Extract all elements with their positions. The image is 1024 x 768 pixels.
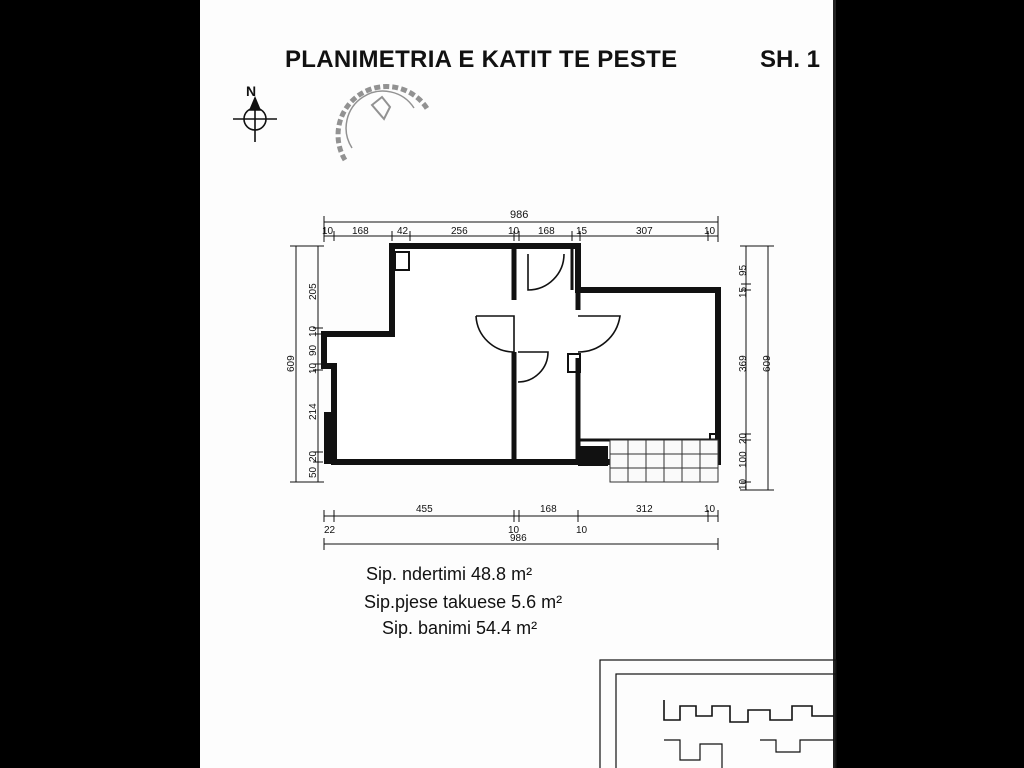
right-segment-label: 10 xyxy=(738,478,749,490)
top-segment-label: 10 xyxy=(322,226,334,237)
bottom-segment-label: 10 xyxy=(508,525,520,536)
column-block-right xyxy=(578,446,608,466)
right-segment-label: 20 xyxy=(738,432,749,444)
page-title: PLANIMETRIA E KATIT TE PESTE xyxy=(285,46,678,73)
bottom-segment-label: 455 xyxy=(416,504,433,515)
right-segment-label: 15 xyxy=(738,286,749,298)
bottom-segment-label: 10 xyxy=(576,525,588,536)
left-segment-label: 214 xyxy=(308,403,319,420)
site-plan-inset xyxy=(600,660,836,768)
sheet-number: SH. 1 xyxy=(760,46,821,73)
right-segment-labels xyxy=(738,264,749,490)
walls xyxy=(324,246,718,462)
bottom-dimension-lines xyxy=(324,510,718,550)
north-arrow-icon xyxy=(233,98,277,142)
area-living: Sip. banimi 54.4 m² xyxy=(382,618,538,638)
top-segment-label: 168 xyxy=(538,226,555,237)
top-segment-label: 168 xyxy=(352,226,369,237)
column-block-left xyxy=(324,412,336,464)
bottom-segment-label: 10 xyxy=(704,504,716,515)
left-segment-label: 205 xyxy=(308,283,319,300)
top-segment-label: 256 xyxy=(451,226,468,237)
bottom-segment-label: 22 xyxy=(324,525,336,536)
top-segment-label: 42 xyxy=(397,226,409,237)
top-segment-labels xyxy=(322,226,716,237)
bottom-total-dimension: 986 xyxy=(510,533,527,544)
left-segment-label: 50 xyxy=(308,466,319,478)
right-segment-label: 100 xyxy=(738,451,749,468)
bottom-segment-label: 168 xyxy=(540,504,557,515)
top-total-dimension: 986 xyxy=(510,209,529,221)
right-total-dimension: 609 xyxy=(762,355,773,372)
top-segment-label: 10 xyxy=(508,226,520,237)
area-construction: Sip. ndertimi 48.8 m² xyxy=(366,564,533,584)
right-segment-label: 95 xyxy=(738,264,749,276)
top-segment-label: 10 xyxy=(704,226,716,237)
left-segment-labels xyxy=(308,283,319,478)
top-segment-label: 15 xyxy=(576,226,588,237)
area-shared-part: Sip.pjese takuese 5.6 m² xyxy=(364,592,563,612)
top-segment-label: 307 xyxy=(636,226,653,237)
right-segment-label: 369 xyxy=(738,355,749,372)
north-label: N xyxy=(246,83,257,99)
bottom-segment-labels xyxy=(324,504,716,536)
left-segment-label: 10 xyxy=(308,325,319,337)
left-total-dimension: 609 xyxy=(286,355,297,372)
left-segment-label: 90 xyxy=(308,344,319,356)
left-segment-label: 10 xyxy=(308,362,319,374)
bottom-segment-label: 312 xyxy=(636,504,653,515)
official-stamp xyxy=(338,87,428,160)
balcony-tiles xyxy=(610,440,718,482)
left-segment-label: 20 xyxy=(308,450,319,462)
